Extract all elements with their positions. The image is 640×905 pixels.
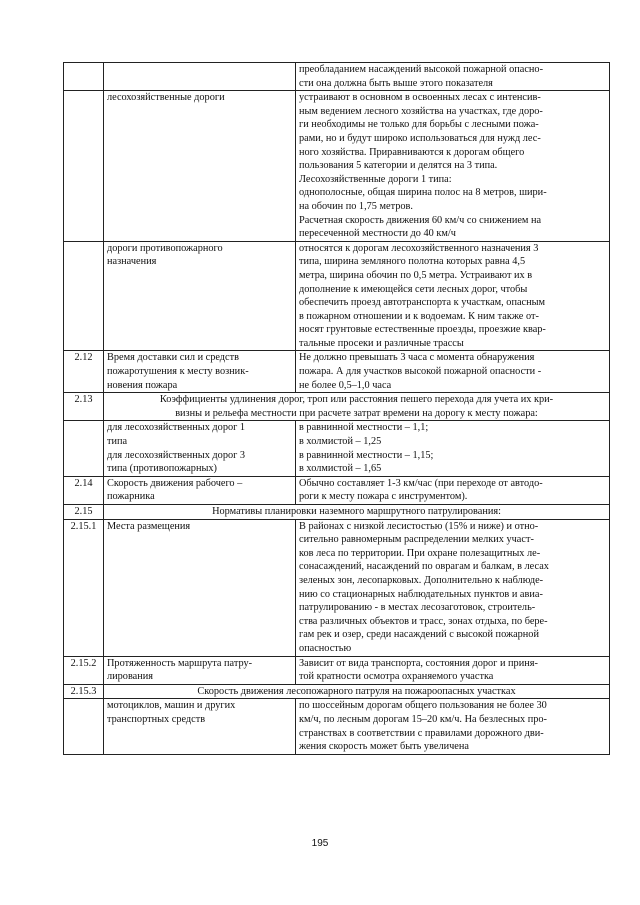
row-number-cell: 2.13 <box>64 393 104 421</box>
text-line: мотоциклов, машин и других <box>107 700 236 712</box>
text-line: В районах с низкой лесистостью (15% и ниже) и отно- <box>299 520 539 532</box>
row-number-cell: 2.15 <box>64 505 104 520</box>
text-line: преобладанием насаждений высокой пожарной опасно- <box>299 64 544 75</box>
text-line: ги необходимы не только для борьбы с лесными пожа- <box>299 119 539 131</box>
text-line: пользования 5 категории и делятся на 3 типа. <box>299 160 498 172</box>
text-line: рами, но и будут широко использоваться для нужд лес- <box>299 132 541 144</box>
row-number-cell: 2.15.2 <box>64 656 104 684</box>
text-line: лесохозяйственные дороги <box>107 92 225 104</box>
section-heading-cell <box>104 684 610 699</box>
norm-cell <box>296 421 610 476</box>
text-line: ства различных объектов и трасс, зонах отдыха, по бере- <box>299 615 548 627</box>
table-row <box>64 63 610 91</box>
text-line: зеленых зон, лесопарковых. Дополнительно к наблюде- <box>299 574 544 586</box>
text-line: на обочин по 1,75 метров. <box>299 200 413 212</box>
table-row <box>64 699 610 754</box>
text-line: транспортных средств <box>107 713 206 725</box>
text-line: Лесохозяйственные дороги 1 типа: <box>299 173 452 185</box>
text-line: Время доставки сил и средств <box>107 352 239 364</box>
parameter-cell <box>104 91 296 242</box>
row-number-cell <box>64 421 104 476</box>
parameter-cell <box>104 63 296 91</box>
text-line: жения скорость может быть увеличена <box>299 741 469 753</box>
text-line: патрулированию - в местах лесозаготовок, строитель- <box>299 602 536 614</box>
table-row <box>64 684 610 699</box>
row-number-cell: 2.15.1 <box>64 519 104 656</box>
text-line: для лесохозяйственных дорог 1 <box>107 422 246 434</box>
text-line: гам рек и озер, среди насаждений с высокой пожарной <box>299 629 539 641</box>
parameter-cell <box>104 699 296 754</box>
row-number-cell: 2.15.3 <box>64 684 104 699</box>
text-line: нию со стационарных наблюдательных пунктов и авиа- <box>299 588 543 600</box>
text-line: Не должно превышать 3 часа с момента обнаружения <box>299 352 535 364</box>
text-line: по шоссейным дорогам общего пользования не более 30 <box>299 700 547 712</box>
text-line: Скорость движения лесопожарного патруля на пожароопасных участках <box>197 685 516 697</box>
table-row <box>64 393 610 421</box>
text-line: для лесохозяйственных дорог 3 <box>107 449 246 461</box>
text-line: носят грунтовые естественные проезды, проезжие квар- <box>299 324 546 336</box>
text-line: в холмистой – 1,25 <box>299 436 382 448</box>
parameter-cell <box>104 476 296 504</box>
table-row <box>64 476 610 504</box>
table-row <box>64 91 610 242</box>
row-number-cell: 2.14 <box>64 476 104 504</box>
norm-cell <box>296 699 610 754</box>
text-line: Протяженность маршрута патру- <box>107 657 253 669</box>
norm-cell <box>296 351 610 393</box>
text-line: Зависит от вида транспорта, состояния дорог и приня- <box>299 657 538 669</box>
text-line: в холмистой – 1,65 <box>299 463 382 475</box>
text-line: сительно равномерным распределении мелких участ- <box>299 534 534 546</box>
text-line: Расчетная скорость движения 60 км/ч со снижением на <box>299 214 542 226</box>
row-number-cell: 2.12 <box>64 351 104 393</box>
text-line: ков леса по территории. При охране полезащитных ле- <box>299 547 541 559</box>
row-number-cell <box>64 241 104 351</box>
row-number-cell <box>64 91 104 242</box>
text-line: типа (противопожарных) <box>107 463 217 475</box>
text-line: роги к месту пожара с инструментом). <box>299 491 468 503</box>
text-line: в равнинной местности – 1,15; <box>299 449 434 461</box>
text-line: визны и рельефа местности при расчете затрат времени на дорогу к месту пожара: <box>175 407 538 419</box>
text-line: пожаротушения к месту возник- <box>107 366 249 378</box>
text-line: сти она должна быть выше этого показателя <box>299 77 493 89</box>
text-line: странствах в соответствии с правилами дорожного дви- <box>299 727 544 739</box>
page-number: 195 <box>311 838 329 849</box>
section-heading-cell <box>104 505 610 520</box>
text-line: пожара. А для участков высокой пожарной опасности - <box>299 366 542 378</box>
text-line: устраивают в основном в освоенных лесах с интенсив- <box>299 92 541 104</box>
text-line: пожарника <box>107 491 155 503</box>
text-line: ным ведением лесного хозяйства на участках, где доро- <box>299 105 543 117</box>
text-line: Коэффициенты удлинения дорог, троп или расстояния пешего перехода для учета их кри- <box>159 394 554 406</box>
text-line: дороги противопожарного <box>107 242 223 254</box>
table-row <box>64 505 610 520</box>
parameter-cell <box>104 519 296 656</box>
table-row <box>64 519 610 656</box>
table-row <box>64 351 610 393</box>
text-line: назначения <box>107 256 157 268</box>
text-line: типа, ширина земляного полотна которых равна 4,5 <box>299 256 526 268</box>
text-line: тальные просеки и различные трассы <box>299 337 464 349</box>
parameter-cell <box>104 421 296 476</box>
text-line: Места размещения <box>107 520 191 532</box>
text-line: ного хозяйства. Приравниваются к дорогам общего <box>299 146 525 158</box>
text-line: новения пожара <box>107 379 178 391</box>
section-heading-cell <box>104 393 610 421</box>
norm-cell <box>296 63 610 91</box>
table-row <box>64 656 610 684</box>
text-line: в пожарном отношении и к водоемам. К ним также от- <box>299 310 539 322</box>
parameter-cell <box>104 241 296 351</box>
text-line: дополнение к имеющейся сети лесных дорог, чтобы <box>299 283 528 295</box>
norm-cell <box>296 656 610 684</box>
text-line: однополосные, общая ширина полос на 8 метров, шири- <box>299 187 547 199</box>
text-line: Нормативы планировки наземного маршрутного патрулирования: <box>212 506 501 517</box>
text-line: км/ч, по лесным дорогам 15–20 км/ч. На безлесных про- <box>299 713 547 725</box>
parameter-cell <box>104 351 296 393</box>
text-line: опасностью <box>299 642 352 654</box>
text-line: лирования <box>107 671 153 683</box>
norm-cell <box>296 241 610 351</box>
text-line: типа <box>107 436 128 448</box>
table-row <box>64 241 610 351</box>
text-line: Скорость движения рабочего – <box>107 477 243 489</box>
row-number-cell <box>64 699 104 754</box>
norm-cell <box>296 519 610 656</box>
text-line: не более 0,5–1,0 часа <box>299 379 392 391</box>
text-line: обеспечить проезд автотранспорта к участкам, опасным <box>299 297 546 309</box>
text-line: метра, ширина обочин по 0,5 метра. Устраивают их в <box>299 269 533 281</box>
text-line: сонасаждений, насаждений по оврагам и балкам, в лесах <box>299 561 549 573</box>
norm-cell <box>296 476 610 504</box>
norm-cell <box>296 91 610 242</box>
parameter-cell <box>104 656 296 684</box>
text-line: Обычно составляет 1-3 км/час (при переходе от автодо- <box>299 477 543 489</box>
text-line: в равнинной местности – 1,1; <box>299 422 429 434</box>
regulations-table <box>63 62 610 755</box>
text-line: относятся к дорогам лесохозяйственного назначения 3 <box>299 242 539 254</box>
row-number-cell <box>64 63 104 91</box>
table-row <box>64 421 610 476</box>
text-line: той кратности осмотра охраняемого участка <box>299 671 494 683</box>
text-line: пересеченной местности до 40 км/ч <box>299 228 456 240</box>
